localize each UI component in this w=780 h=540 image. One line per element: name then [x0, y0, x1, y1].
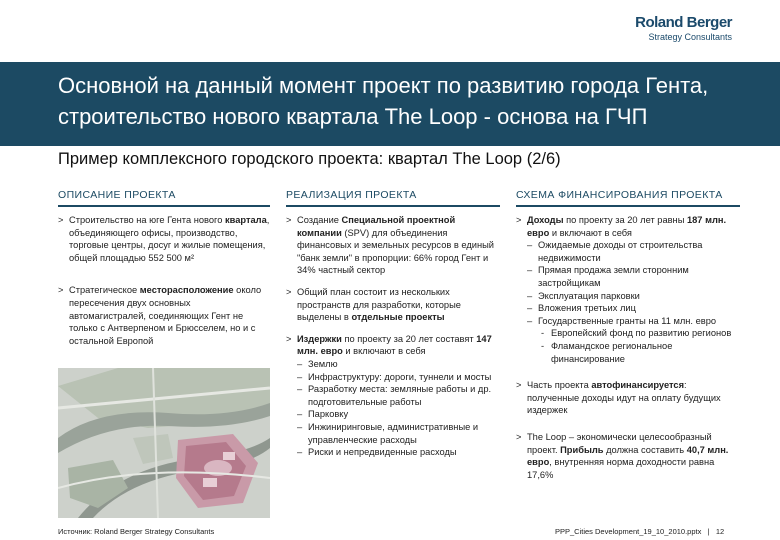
bullet-item: > Общий план состоит из нескольких пространств для разработки, которые выделены в отдельные проекты	[286, 286, 500, 324]
sub-item: – Эксплуатация парковки	[527, 290, 740, 303]
sub-item: – Разработку места: земляные работы и др. подготовительные работы	[297, 383, 500, 408]
logo-name: Roland Berger	[635, 14, 732, 31]
sub-item: – Ожидаемые доходы от строительства недвижимости	[527, 239, 740, 264]
bullet-item: > Строительство на юге Гента нового квартала, объединяющего офисы, производство, торговые центры, досуг и жилые помещения, общей площадью 552 500 м²	[58, 214, 270, 264]
sub-item: – Инфраструктуру: дороги, туннели и мосты	[297, 371, 500, 384]
financing-bullets	[516, 214, 740, 490]
column-rule	[516, 205, 740, 207]
title-band	[0, 62, 780, 146]
column-heading-financing: СХЕМА ФИНАНСИРОВАНИЯ ПРОЕКТА	[516, 189, 723, 201]
implementation-bullets	[286, 214, 500, 468]
slide-subtitle: Пример комплексного городского проекта: квартал The Loop (2/6)	[58, 150, 561, 168]
bullet-item: > The Loop – экономически целесообразный проект. Прибыль должна составить 40,7 млн. евро, внутренняя норма доходности равна 17,6%	[516, 431, 740, 481]
sub-item: – Парковку	[297, 408, 500, 421]
bullet-item: > Стратегическое месторасположение около пересечения двух основных автомагистралей, соединяющих Гент не только с Антверпеном и Брюсселем, но и с остальной Европой	[58, 284, 270, 347]
bullet-item: > Часть проекта автофинансируется: полученные доходы идут на оплату будущих издержек	[516, 379, 740, 417]
page-number: 12	[715, 527, 725, 536]
source-note: Источник: Roland Berger Strategy Consultants	[58, 527, 215, 536]
column-rule	[286, 205, 500, 207]
district-site-plan-image	[58, 368, 270, 518]
sub-item: – Землю	[297, 358, 500, 371]
sub-item: – Прямая продажа земли сторонним застройщикам	[527, 264, 740, 289]
logo-tagline: Strategy Consultants	[648, 32, 732, 42]
column-heading-implementation: РЕАЛИЗАЦИЯ ПРОЕКТА	[286, 189, 417, 201]
sub-item: – Риски и непредвиденные расходы	[297, 446, 500, 459]
company-logo	[635, 14, 732, 42]
sub-item: – Вложения третьих лиц	[527, 302, 740, 315]
footer-separator: |	[707, 527, 710, 536]
column-rule	[58, 205, 270, 207]
column-heading-description: ОПИСАНИЕ ПРОЕКТА	[58, 189, 176, 201]
sub-sub-item: - Фламандское региональное финансирование	[527, 340, 740, 365]
bullet-item: > Доходы по проекту за 20 лет равны 187 млн. евро и включают в себя – Ожидаемые доходы от строительства недвижимости – Прямая продажа земли сторонним застройщикам – Эксплуатация парковки – Вложения третьих лиц – Государственные гранты на 11 млн. евро - Европейский фонд по развитию регионов - Фламандское региональное финансирование	[516, 214, 740, 365]
description-bullets	[58, 214, 270, 356]
footer-filename: PPP_Cities Development_19_10_2010.pptx	[555, 527, 702, 536]
sub-item: – Государственные гранты на 11 млн. евро	[527, 315, 740, 328]
slide-title: Основной на данный момент проект по развитию города Гента, строительство нового квартала The Loop - основа на ГЧП	[58, 73, 709, 129]
sub-sub-item: - Европейский фонд по развитию регионов	[527, 327, 740, 340]
bullet-item: > Издержки по проекту за 20 лет составят 147 млн. евро и включают в себя – Землю – Инфраструктуру: дороги, туннели и мосты – Разработку места: земляные работы и др. подготовительные работы – Парковку – Инжиниринговые, административные и управленческие расходы – Риски и непредвиденные расходы	[286, 333, 500, 459]
footer	[555, 527, 724, 536]
bullet-item: > Создание Специальной проектной компании (SPV) для объединения финансовых и земельных ресурсов в единый "банк земли" в пропорции: 66% город Гент и 34% частный сектор	[286, 214, 500, 277]
sub-item: – Инжиниринговые, административные и управленческие расходы	[297, 421, 500, 446]
